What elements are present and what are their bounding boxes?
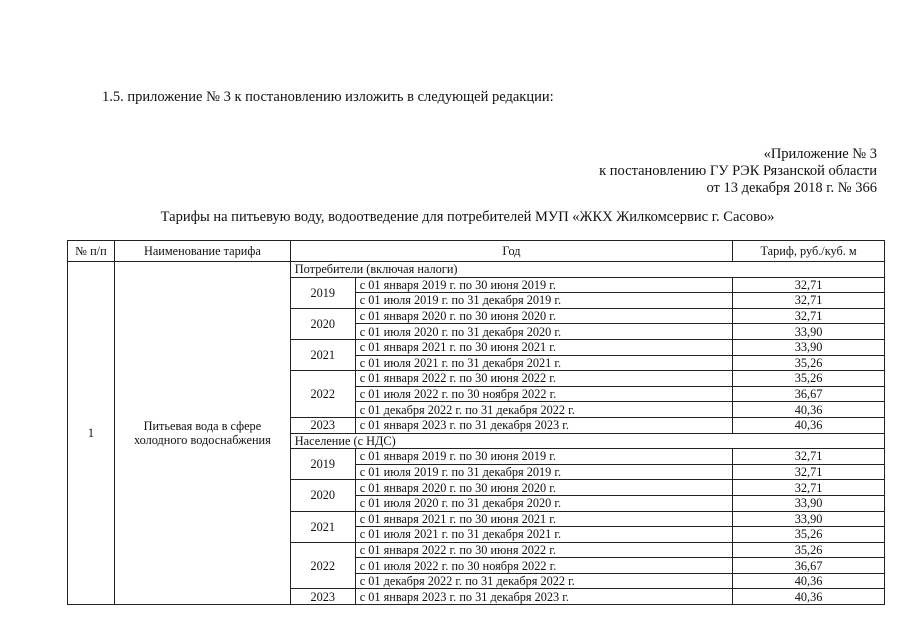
year-cell: 2021 — [290, 339, 355, 370]
year-cell: 2021 — [290, 511, 355, 542]
header-tariff: Тариф, руб./куб. м — [733, 241, 885, 262]
period-cell: с 01 июля 2022 г. по 30 ноября 2022 г. — [355, 386, 732, 402]
period-cell: с 01 декабря 2022 г. по 31 декабря 2022 г. — [355, 573, 732, 589]
tariff-value: 35,26 — [733, 355, 885, 371]
tariff-value: 35,26 — [733, 371, 885, 387]
year-cell: 2022 — [290, 542, 355, 589]
header-year: Год — [290, 241, 732, 262]
tariff-value: 35,26 — [733, 527, 885, 543]
year-cell: 2020 — [290, 480, 355, 511]
tariff-name: Питьевая вода в сфере холодного водоснабжения — [114, 262, 290, 605]
period-cell: с 01 января 2019 г. по 30 июня 2019 г. — [355, 449, 732, 465]
appendix-line-2: к постановлению ГУ РЭК Рязанской области — [599, 163, 877, 179]
tariff-value: 32,71 — [733, 308, 885, 324]
section-label: Потребители (включая налоги) — [290, 262, 884, 278]
period-cell: с 01 июля 2019 г. по 31 декабря 2019 г. — [355, 464, 732, 480]
period-cell: с 01 января 2021 г. по 30 июня 2021 г. — [355, 511, 732, 527]
tariff-value: 40,36 — [733, 402, 885, 418]
table-title: Тарифы на питьевую воду, водоотведение для потребителей МУП «ЖКХ Жилкомсервис г. Сасово» — [160, 209, 775, 225]
tariff-value: 36,67 — [733, 386, 885, 402]
appendix-header — [599, 146, 877, 197]
year-cell: 2020 — [290, 308, 355, 339]
period-cell: с 01 июля 2022 г. по 30 ноября 2022 г. — [355, 558, 732, 574]
tariff-value: 33,90 — [733, 495, 885, 511]
tariff-value: 35,26 — [733, 542, 885, 558]
year-cell: 2019 — [290, 449, 355, 480]
tariff-value: 33,90 — [733, 324, 885, 340]
tariff-value: 32,71 — [733, 449, 885, 465]
period-cell: с 01 января 2020 г. по 30 июня 2020 г. — [355, 480, 732, 496]
period-cell: с 01 января 2022 г. по 30 июня 2022 г. — [355, 371, 732, 387]
year-cell: 2023 — [290, 417, 355, 433]
tariff-value: 40,36 — [733, 589, 885, 605]
tariff-value: 32,71 — [733, 293, 885, 309]
table-body — [68, 262, 885, 605]
appendix-line-3: от 13 декабря 2018 г. № 366 — [706, 180, 877, 196]
period-cell: с 01 января 2019 г. по 30 июня 2019 г. — [355, 277, 732, 293]
section-row — [68, 262, 885, 278]
tariff-value: 33,90 — [733, 511, 885, 527]
tariff-value: 32,71 — [733, 480, 885, 496]
period-cell: с 01 января 2023 г. по 31 декабря 2023 г. — [355, 589, 732, 605]
period-cell: с 01 января 2021 г. по 30 июня 2021 г. — [355, 339, 732, 355]
period-cell: с 01 декабря 2022 г. по 31 декабря 2022 г. — [355, 402, 732, 418]
period-cell: с 01 июля 2019 г. по 31 декабря 2019 г. — [355, 293, 732, 309]
tariff-value: 32,71 — [733, 277, 885, 293]
period-cell: с 01 июля 2020 г. по 31 декабря 2020 г. — [355, 324, 732, 340]
tariff-value: 36,67 — [733, 558, 885, 574]
tariff-value: 40,36 — [733, 573, 885, 589]
table-header-row — [68, 241, 885, 262]
tariff-value: 32,71 — [733, 464, 885, 480]
tariff-table — [67, 240, 885, 605]
period-cell: с 01 января 2023 г. по 31 декабря 2023 г. — [355, 417, 732, 433]
section-label: Население (с НДС) — [290, 433, 884, 449]
intro-paragraph: 1.5. приложение № 3 к постановлению изложить в следующей редакции: — [102, 89, 554, 105]
year-cell: 2023 — [290, 589, 355, 605]
year-cell: 2022 — [290, 371, 355, 418]
appendix-line-1: «Приложение № 3 — [763, 146, 877, 162]
year-cell: 2019 — [290, 277, 355, 308]
header-number: № п/п — [68, 241, 115, 262]
row-number: 1 — [68, 262, 115, 605]
period-cell: с 01 января 2022 г. по 30 июня 2022 г. — [355, 542, 732, 558]
header-tariff-name: Наименование тарифа — [114, 241, 290, 262]
period-cell: с 01 января 2020 г. по 30 июня 2020 г. — [355, 308, 732, 324]
tariff-value: 40,36 — [733, 417, 885, 433]
period-cell: с 01 июля 2020 г. по 31 декабря 2020 г. — [355, 495, 732, 511]
period-cell: с 01 июля 2021 г. по 31 декабря 2021 г. — [355, 527, 732, 543]
period-cell: с 01 июля 2021 г. по 31 декабря 2021 г. — [355, 355, 732, 371]
tariff-value: 33,90 — [733, 339, 885, 355]
